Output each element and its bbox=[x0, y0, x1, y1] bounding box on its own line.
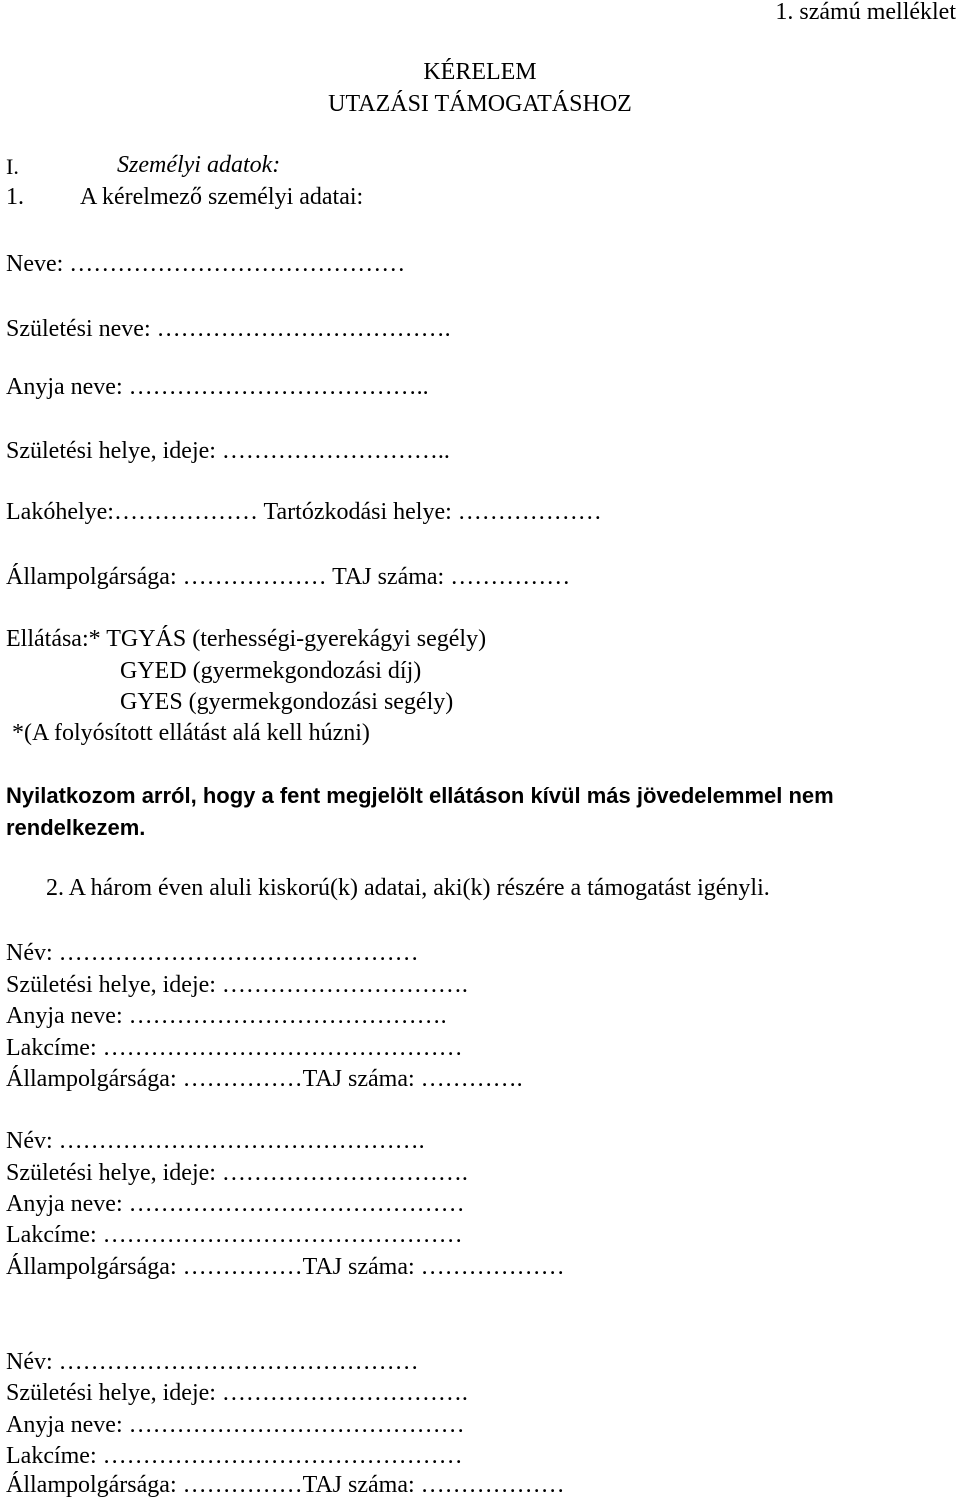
ellatas-gyes: GYES (gyermekgondozási segély) bbox=[120, 689, 454, 715]
field-neve: Neve: …………………………………… bbox=[6, 251, 406, 277]
child1-szuletesi-helye: Születési helye, ideje: …………………………. bbox=[6, 972, 468, 998]
section1-number: I. bbox=[6, 154, 19, 179]
subsection1-title: A kérelmező személyi adatai: bbox=[80, 184, 364, 210]
subsection1-number: 1. bbox=[6, 184, 24, 210]
form-title-line1: KÉRELEM bbox=[423, 59, 537, 85]
child2-allampolgarsag: Állampolgársága: ……………TAJ száma: ……………… bbox=[6, 1254, 565, 1280]
child3-nev: Név: ……………………………………… bbox=[6, 1349, 419, 1375]
ellatas-gyed: GYED (gyermekgondozási díj) bbox=[120, 658, 422, 684]
child3-szuletesi-helye: Születési helye, ideje: …………………………. bbox=[6, 1380, 468, 1406]
child3-allampolgarsag: Állampolgársága: ……………TAJ száma: ……………… bbox=[6, 1472, 565, 1498]
section2-title: 2. A három éven aluli kiskorú(k) adatai, aki(k) részére a támogatást igényli. bbox=[46, 875, 770, 901]
child2-anyja-neve: Anyja neve: …………………………………… bbox=[6, 1191, 465, 1217]
annex-label: 1. számú melléklet bbox=[775, 0, 956, 25]
child1-allampolgarsag: Állampolgársága: ……………TAJ száma: …………. bbox=[6, 1066, 523, 1092]
form-title bbox=[0, 57, 960, 87]
child1-nev: Név: ……………………………………… bbox=[6, 940, 419, 966]
field-anyja-neve: Anyja neve: ……………………………….. bbox=[6, 374, 429, 400]
form-title-line2: UTAZÁSI TÁMOGATÁSHOZ bbox=[328, 91, 632, 117]
declaration-line1: Nyilatkozom arról, hogy a fent megjelölt ellátáson kívül más jövedelemmel nem bbox=[6, 783, 834, 808]
child1-lakcime: Lakcíme: ……………………………………… bbox=[6, 1035, 463, 1061]
child2-nev: Név: ………………………………………. bbox=[6, 1128, 425, 1154]
declaration-line2: rendelkezem. bbox=[6, 815, 146, 840]
child1-anyja-neve: Anyja neve: …………………………………. bbox=[6, 1003, 447, 1029]
ellatas-tgyas: Ellátása:* TGYÁS (terhességi-gyerekágyi segély) bbox=[6, 626, 487, 652]
child3-anyja-neve: Anyja neve: …………………………………… bbox=[6, 1412, 465, 1438]
field-szuletesi-neve: Születési neve: ………………………………. bbox=[6, 316, 451, 342]
child2-lakcime: Lakcíme: ……………………………………… bbox=[6, 1222, 463, 1248]
field-szuletesi-helye: Születési helye, ideje: ……………………….. bbox=[6, 438, 450, 464]
child3-lakcime: Lakcíme: ……………………………………… bbox=[6, 1443, 463, 1469]
form-subtitle bbox=[0, 89, 960, 119]
ellatas-note: *(A folyósított ellátást alá kell húzni) bbox=[12, 720, 370, 746]
field-allampolgarsag: Állampolgársága: ……………… TAJ száma: …………… bbox=[6, 564, 571, 590]
child2-szuletesi-helye: Születési helye, ideje: …………………………. bbox=[6, 1160, 468, 1186]
field-lakohely: Lakóhelye:……………… Tartózkodási helye: ……………… bbox=[6, 499, 602, 525]
section1-title: Személyi adatok: bbox=[117, 152, 281, 178]
